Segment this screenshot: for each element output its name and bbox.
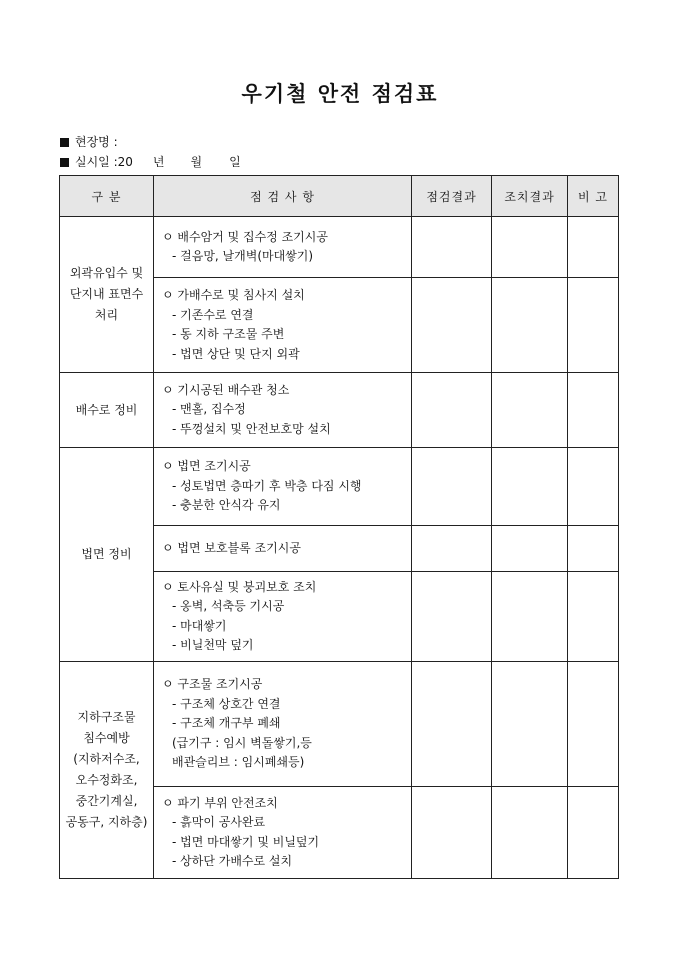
square-bullet-icon: [60, 158, 69, 167]
square-bullet-icon: [60, 138, 69, 147]
check-item-cell: [154, 278, 412, 373]
check-item-cell: [154, 448, 412, 526]
check-item-heading: ㅇ 법면 조기시공: [162, 459, 251, 474]
check-item-cell: [154, 572, 412, 662]
category-cell: [60, 662, 154, 879]
check-item-detail: - 맨홀, 집수정: [172, 402, 246, 417]
check-item-heading: ㅇ 구조물 조기시공: [162, 677, 263, 692]
action-result-cell[interactable]: [492, 448, 568, 526]
category-line: 단지내 표면수: [69, 287, 144, 301]
category-cell: [60, 373, 154, 448]
category-line: 외곽유입수 및: [69, 266, 144, 280]
page-title: 우기철 안전 점검표: [241, 81, 439, 106]
check-item-detail: - 구조체 개구부 폐쇄: [172, 716, 281, 731]
header-check-result: 점검결과: [412, 176, 492, 217]
site-name-line: [60, 133, 118, 150]
check-result-cell[interactable]: [412, 787, 492, 879]
inspection-table: [59, 175, 619, 879]
check-item-detail: (급기구 : 임시 벽돌쌓기,등: [172, 735, 312, 750]
check-item-cell: [154, 662, 412, 787]
check-item-detail: - 법면 마대쌓기 및 비닐덮기: [172, 834, 320, 849]
header-action-result: 조치결과: [492, 176, 568, 217]
date-line: [60, 153, 241, 170]
check-item-detail: - 걸음망, 날개벽(마대쌓기): [172, 249, 314, 263]
check-item-detail: - 흙막이 공사완료: [172, 815, 266, 829]
check-item-detail: - 동 지하 구조물 주변: [172, 327, 285, 341]
category-cell: [60, 448, 154, 662]
remarks-cell[interactable]: [568, 448, 619, 526]
check-item-heading: ㅇ 파기 부위 안전조치: [162, 795, 278, 810]
check-item-detail: - 기존수로 연결: [172, 307, 254, 322]
header-row: [60, 176, 619, 217]
category-line: 공동구, 지하층): [65, 815, 148, 829]
remarks-cell[interactable]: [568, 572, 619, 662]
category-line: 지하구조물: [77, 710, 136, 724]
check-result-cell[interactable]: [412, 572, 492, 662]
category-line: 처리: [94, 308, 119, 322]
header-check-items: 점 검 사 항: [154, 176, 412, 217]
check-item-detail: 배관슬리브 : 임시폐쇄등): [172, 755, 305, 770]
table-row: [60, 662, 619, 787]
check-item-heading: ㅇ 배수암거 및 집수정 조기시공: [162, 229, 328, 244]
check-item-heading: ㅇ 토사유실 및 붕괴보호 조치: [162, 579, 317, 594]
table-row: [60, 448, 619, 526]
check-item-cell: [154, 373, 412, 448]
table-row: [60, 373, 619, 448]
remarks-cell[interactable]: [568, 787, 619, 879]
remarks-cell[interactable]: [568, 278, 619, 373]
category-line: (지하저수조,: [73, 752, 140, 766]
site-name-label: 현장명 :: [75, 135, 118, 149]
check-result-cell[interactable]: [412, 278, 492, 373]
check-item-detail: - 비닐천막 덮기: [172, 638, 254, 652]
action-result-cell[interactable]: [492, 526, 568, 572]
date-label: 실시일 :20: [75, 155, 133, 169]
action-result-cell[interactable]: [492, 787, 568, 879]
check-item-cell: [154, 526, 412, 572]
check-item-cell: [154, 787, 412, 879]
date-day: 일: [229, 155, 241, 169]
check-item-detail: - 옹벽, 석축등 기시공: [172, 599, 285, 613]
date-year: 년: [152, 155, 165, 169]
check-item-detail: - 마대쌓기: [172, 618, 227, 633]
action-result-cell[interactable]: [492, 373, 568, 448]
header-remarks: 비 고: [568, 176, 619, 217]
category-line: 배수로 정비: [75, 402, 138, 417]
action-result-cell[interactable]: [492, 278, 568, 373]
check-result-cell[interactable]: [412, 373, 492, 448]
check-item-heading: ㅇ 기시공된 배수관 청소: [162, 382, 290, 397]
remarks-cell[interactable]: [568, 662, 619, 787]
header-category: 구 분: [60, 176, 154, 217]
date-month: 월: [190, 155, 203, 169]
category-line: 침수예방: [83, 731, 130, 745]
check-result-cell[interactable]: [412, 526, 492, 572]
check-item-detail: - 법면 상단 및 단지 외곽: [172, 346, 300, 361]
check-item-detail: - 성토법면 층따기 후 박층 다짐 시행: [172, 478, 362, 493]
check-item-detail: - 구조체 상호간 연결: [172, 696, 281, 711]
check-item-heading: ㅇ 가배수로 및 침사지 설치: [162, 288, 305, 302]
category-cell: [60, 217, 154, 373]
remarks-cell[interactable]: [568, 217, 619, 278]
check-item-detail: - 상하단 가배수로 설치: [172, 854, 293, 868]
remarks-cell[interactable]: [568, 526, 619, 572]
category-line: 중간기계실,: [75, 794, 138, 808]
check-item-cell: [154, 217, 412, 278]
check-result-cell[interactable]: [412, 448, 492, 526]
action-result-cell[interactable]: [492, 217, 568, 278]
check-result-cell[interactable]: [412, 217, 492, 278]
check-item-detail: - 뚜껑설치 및 안전보호망 설치: [172, 421, 331, 436]
category-line: 오수정화조,: [75, 773, 138, 787]
remarks-cell[interactable]: [568, 373, 619, 448]
check-item-heading: ㅇ 법면 보호블록 조기시공: [162, 540, 301, 555]
action-result-cell[interactable]: [492, 662, 568, 787]
check-item-detail: - 충분한 안식각 유지: [172, 498, 281, 513]
category-line: 법면 정비: [81, 547, 132, 561]
check-result-cell[interactable]: [412, 662, 492, 787]
table-row: [60, 217, 619, 278]
action-result-cell[interactable]: [492, 572, 568, 662]
